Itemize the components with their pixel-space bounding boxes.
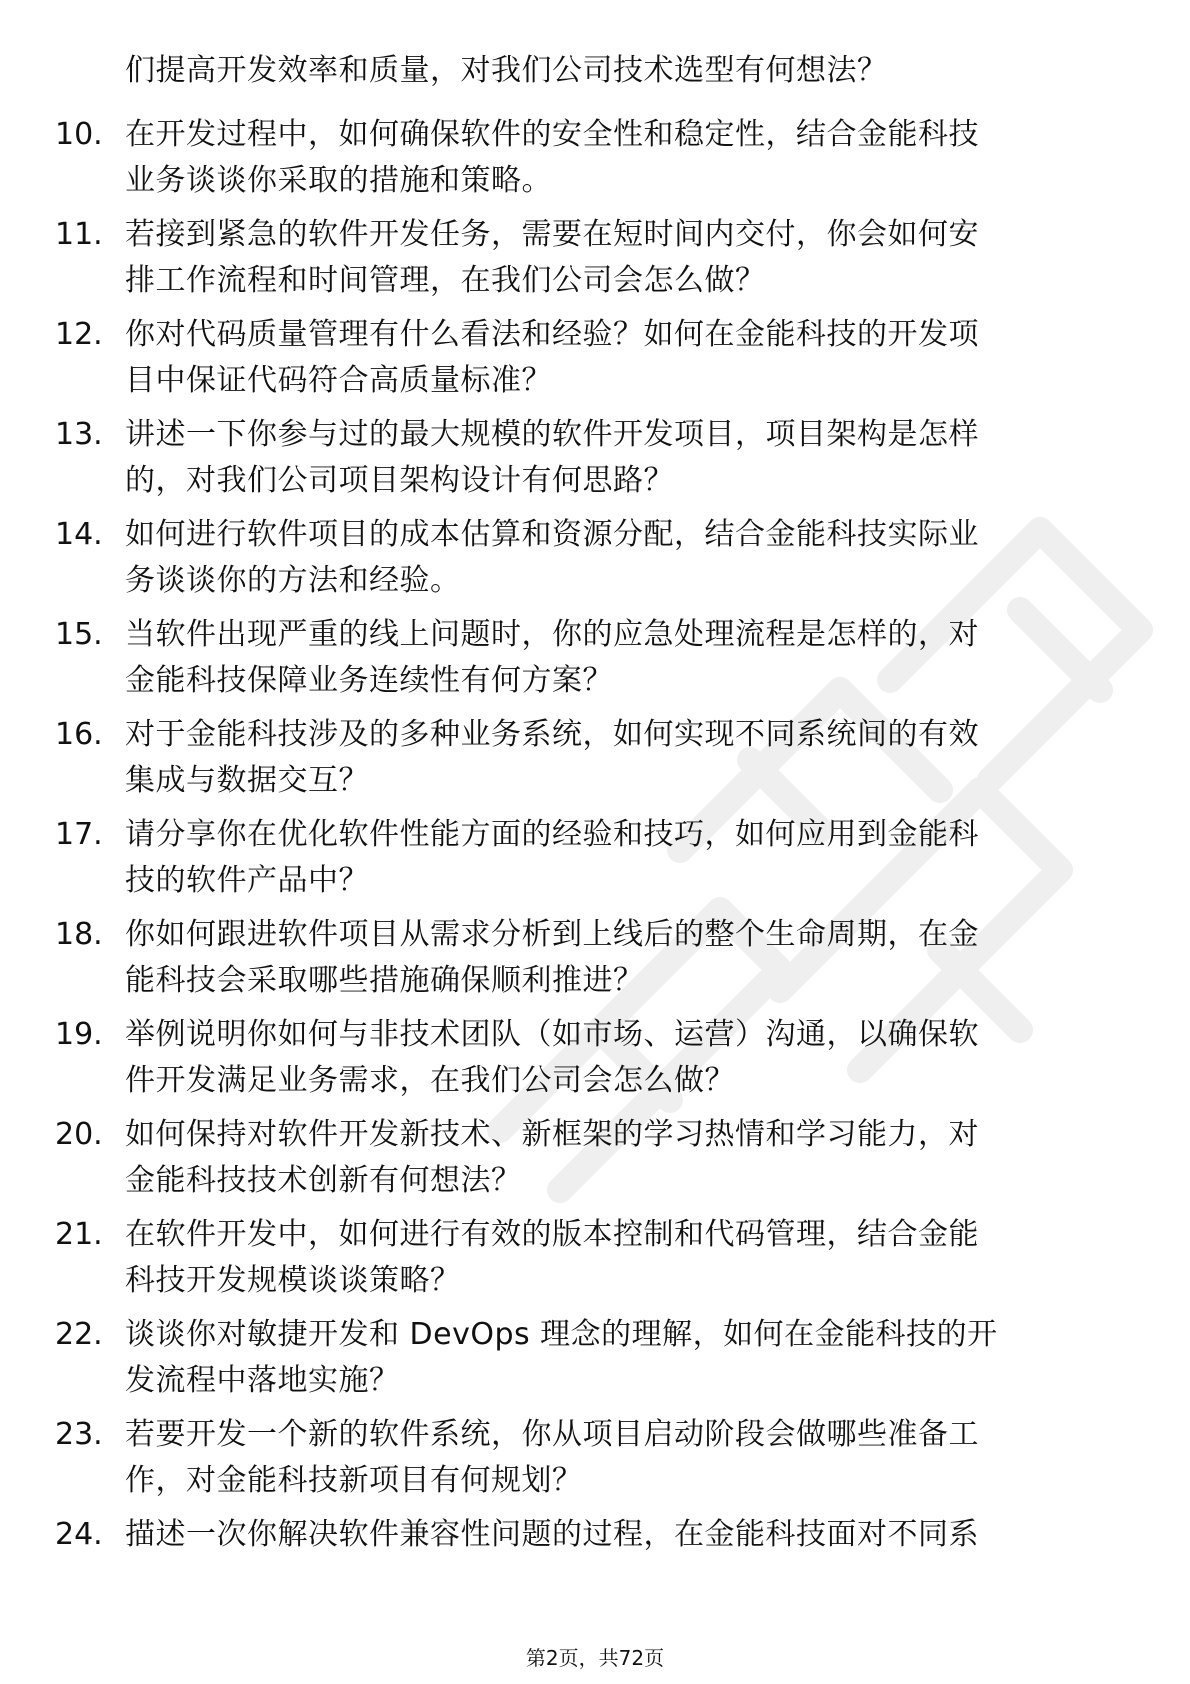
question-text-line: 集成与数据交互？ bbox=[125, 763, 369, 798]
question-text-line: 谈谈你对敏捷开发和 DevOps 理念的理解，如何在金能科技的开 bbox=[125, 1317, 998, 1352]
question-text-line: 在软件开发中，如何进行有效的版本控制和代码管理，结合金能 bbox=[125, 1217, 979, 1252]
question-number: 11. bbox=[55, 217, 103, 252]
list-item bbox=[0, 312, 1190, 412]
question-text-line: 举例说明你如何与非技术团队（如市场、运营）沟通，以确保软 bbox=[125, 1017, 979, 1052]
question-text-line: 请分享你在优化软件性能方面的经验和技巧，如何应用到金能科 bbox=[125, 817, 979, 852]
list-item bbox=[0, 1012, 1190, 1112]
continuation-line: 们提高开发效率和质量，对我们公司技术选型有何想法？ bbox=[125, 53, 888, 88]
question-text bbox=[125, 212, 1110, 304]
question-text bbox=[125, 1012, 1110, 1104]
question-text bbox=[125, 812, 1110, 904]
question-text-line: 排工作流程和时间管理，在我们公司会怎么做？ bbox=[125, 263, 766, 298]
question-text bbox=[125, 712, 1110, 804]
question-number: 20. bbox=[55, 1117, 103, 1152]
question-text-line: 件开发满足业务需求，在我们公司会怎么做？ bbox=[125, 1063, 735, 1098]
list-item bbox=[0, 1112, 1190, 1212]
question-text-line: 科技开发规模谈谈策略？ bbox=[125, 1263, 461, 1298]
list-item bbox=[0, 812, 1190, 912]
question-number: 22. bbox=[55, 1317, 103, 1352]
question-text-line: 如何进行软件项目的成本估算和资源分配，结合金能科技实际业 bbox=[125, 517, 979, 552]
question-number: 16. bbox=[55, 717, 103, 752]
question-text-line: 金能科技保障业务连续性有何方案？ bbox=[125, 663, 613, 698]
question-text bbox=[125, 1112, 1110, 1204]
question-number: 23. bbox=[55, 1417, 103, 1452]
question-text bbox=[125, 412, 1110, 504]
question-text bbox=[125, 612, 1110, 704]
question-text-line: 对于金能科技涉及的多种业务系统，如何实现不同系统间的有效 bbox=[125, 717, 979, 752]
question-text bbox=[125, 1312, 1110, 1404]
question-text-line: 讲述一下你参与过的最大规模的软件开发项目，项目架构是怎样 bbox=[125, 417, 979, 452]
question-number: 24. bbox=[55, 1517, 103, 1552]
question-text-line: 的，对我们公司项目架构设计有何思路？ bbox=[125, 463, 674, 498]
list-item bbox=[0, 712, 1190, 812]
question-text bbox=[125, 912, 1110, 1004]
question-number: 18. bbox=[55, 917, 103, 952]
question-number: 21. bbox=[55, 1217, 103, 1252]
question-text-line: 目中保证代码符合高质量标准？ bbox=[125, 363, 552, 398]
question-number: 15. bbox=[55, 617, 103, 652]
question-text-line: 你如何跟进软件项目从需求分析到上线后的整个生命周期，在金 bbox=[125, 917, 979, 952]
list-item bbox=[0, 412, 1190, 512]
list-item bbox=[0, 612, 1190, 712]
question-text-line: 在开发过程中，如何确保软件的安全性和稳定性，结合金能科技 bbox=[125, 117, 979, 152]
list-item bbox=[0, 1312, 1190, 1412]
question-text bbox=[125, 512, 1110, 604]
question-text bbox=[125, 1512, 1110, 1558]
question-number: 17. bbox=[55, 817, 103, 852]
list-item bbox=[0, 212, 1190, 312]
list-item bbox=[0, 1412, 1190, 1512]
question-number: 13. bbox=[55, 417, 103, 452]
question-text-line: 能科技会采取哪些措施确保顺利推进？ bbox=[125, 963, 644, 998]
list-item bbox=[0, 1512, 1190, 1612]
question-text bbox=[125, 112, 1110, 204]
question-text-line: 务谈谈你的方法和经验。 bbox=[125, 563, 461, 598]
question-text-line: 若要开发一个新的软件系统，你从项目启动阶段会做哪些准备工 bbox=[125, 1417, 979, 1452]
question-number: 12. bbox=[55, 317, 103, 352]
question-text bbox=[125, 1212, 1110, 1304]
question-number: 10. bbox=[55, 117, 103, 152]
question-text-line: 描述一次你解决软件兼容性问题的过程，在金能科技面对不同系 bbox=[125, 1517, 979, 1552]
question-number: 19. bbox=[55, 1017, 103, 1052]
question-text-line: 你对代码质量管理有什么看法和经验？如何在金能科技的开发项 bbox=[125, 317, 979, 352]
question-number: 14. bbox=[55, 517, 103, 552]
question-text bbox=[125, 312, 1110, 404]
question-text-line: 金能科技技术创新有何想法？ bbox=[125, 1163, 522, 1198]
list-item bbox=[0, 1212, 1190, 1312]
question-list bbox=[0, 112, 1190, 1612]
list-item bbox=[0, 512, 1190, 612]
list-item bbox=[0, 912, 1190, 1012]
question-text-line: 发流程中落地实施？ bbox=[125, 1363, 400, 1398]
question-text-line: 当软件出现严重的线上问题时，你的应急处理流程是怎样的，对 bbox=[125, 617, 979, 652]
question-text bbox=[125, 1412, 1110, 1504]
question-text-line: 业务谈谈你采取的措施和策略。 bbox=[125, 163, 552, 198]
question-text-line: 作，对金能科技新项目有何规划？ bbox=[125, 1463, 583, 1498]
question-text-line: 若接到紧急的软件开发任务，需要在短时间内交付，你会如何安 bbox=[125, 217, 979, 252]
list-item bbox=[0, 112, 1190, 212]
question-text-line: 如何保持对软件开发新技术、新框架的学习热情和学习能力，对 bbox=[125, 1117, 979, 1152]
page-footer: 第2页，共72页 bbox=[525, 1646, 665, 1670]
question-text-line: 技的软件产品中？ bbox=[125, 863, 369, 898]
